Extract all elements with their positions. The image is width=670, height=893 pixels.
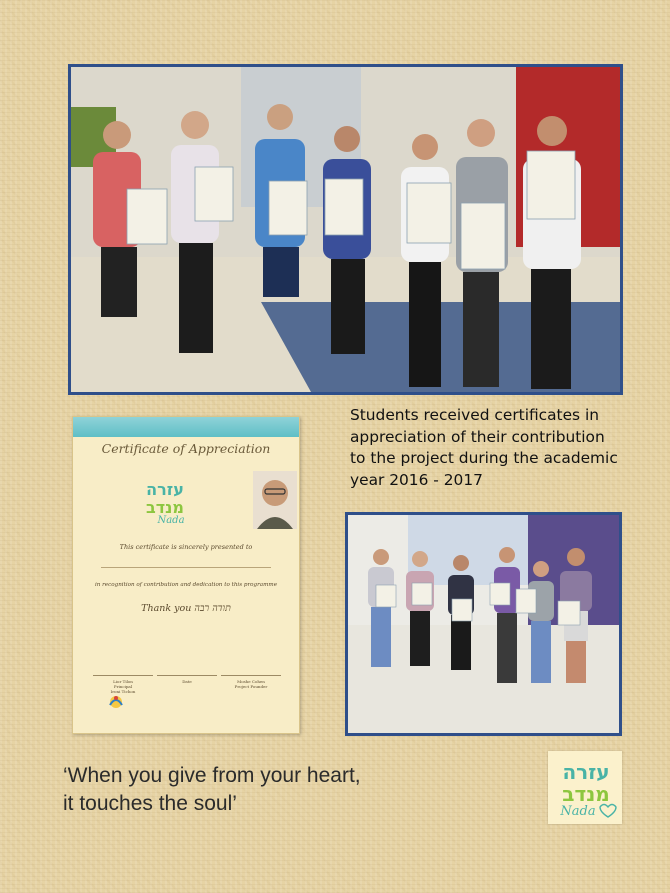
- ezra-menadev-logo: [548, 751, 622, 824]
- quote-line: ‘When you give from your heart,: [63, 764, 361, 787]
- cert-logo-script: Nada: [157, 515, 185, 525]
- group-photo-bottom: [345, 512, 622, 736]
- logo-hebrew-top: עזרה: [562, 760, 610, 784]
- group-photo-top-image: [71, 67, 620, 392]
- certificate-thanks-text: Thank you תודה רבה: [141, 603, 231, 614]
- quote-line: it touches the soul’: [63, 792, 237, 815]
- certificate-name-line: [101, 567, 271, 568]
- logo-hebrew-bottom: מנדב: [562, 782, 610, 806]
- signature-principal: Lior Tilon Principal Ironi Tichon: [93, 675, 153, 694]
- founder-portrait-icon: [253, 471, 297, 529]
- certificate-presented-text: This certificate is sincerely presented to: [119, 543, 253, 551]
- heart-icon: [600, 805, 616, 818]
- ezra-menadev-logo-icon: [548, 751, 622, 824]
- group-photo-top: [68, 64, 623, 395]
- caption-line: Students received certificates in: [350, 406, 600, 424]
- signature-founder: Moshe Cohen Project Founder: [221, 675, 281, 689]
- ezra-menadev-logo-icon: [131, 475, 199, 525]
- caption-line: year 2016 - 2017: [350, 470, 483, 489]
- group-photo-bottom-image: [348, 515, 619, 733]
- caption-line: to the project during the academic: [350, 449, 618, 467]
- cert-logo-hebrew-top: עזרה: [146, 480, 184, 499]
- signature-date: Date: [157, 675, 217, 684]
- certificate-of-appreciation: [72, 416, 300, 734]
- certificate-title: Certificate of Appreciation: [101, 441, 271, 456]
- photo-caption: [350, 405, 640, 491]
- quote: [63, 762, 361, 818]
- cert-logo-hebrew-bottom: מנדב: [146, 498, 184, 517]
- caption-line: appreciation of their contribution: [350, 427, 605, 446]
- certificate-recognition-text: in recognition of contribution and dedication to this programme: [94, 582, 278, 588]
- certificate-top-band: [73, 417, 299, 437]
- logo-script: Nada: [560, 804, 596, 819]
- school-emblem-icon: [107, 693, 125, 709]
